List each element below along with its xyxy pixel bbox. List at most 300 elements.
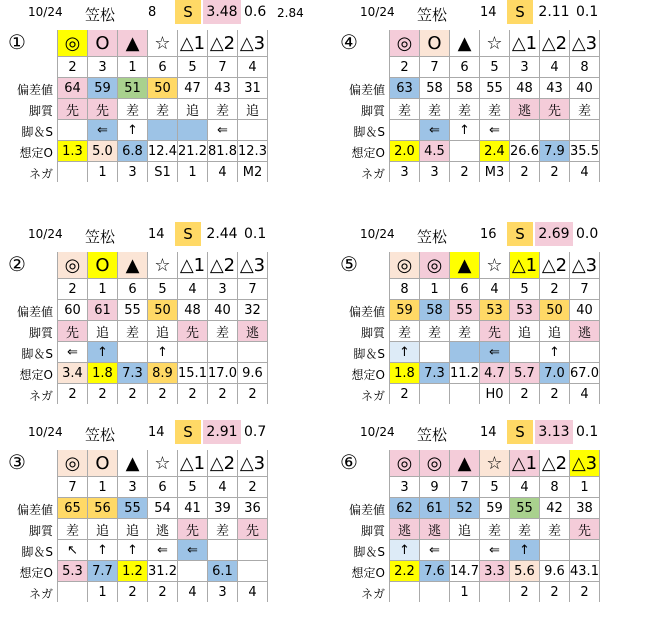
horse-number: 4	[208, 477, 238, 498]
horse-number: 3	[208, 279, 238, 300]
style-cell: 先	[238, 519, 268, 540]
row-labels	[332, 500, 389, 605]
neg-cell: 2	[118, 582, 148, 603]
race-date: 10/24	[28, 425, 63, 439]
mark-cell: ◎	[390, 252, 420, 279]
odds-cell: 9.6	[540, 561, 570, 582]
label-odds: 想定O	[351, 368, 385, 382]
arrow-cell	[178, 120, 208, 141]
arrow-cell	[390, 120, 420, 141]
dev-cell: 42	[540, 498, 570, 519]
race-header	[0, 0, 330, 24]
arrow-cell	[208, 342, 238, 363]
neg-cell: 2	[148, 384, 178, 405]
race-block-5	[332, 222, 662, 432]
row-labels	[332, 80, 389, 185]
neg-cell	[450, 384, 480, 405]
race-block-2	[0, 222, 330, 432]
horse-number: 2	[58, 279, 88, 300]
neg-cell: 2	[450, 162, 480, 183]
dev-cell: 53	[480, 300, 510, 321]
neg-cell: 4	[238, 582, 268, 603]
mark-cell: ▲	[118, 252, 148, 279]
race-venue: 笠松	[417, 426, 448, 444]
prediction-table	[389, 30, 600, 182]
arrow-cell	[148, 120, 178, 141]
label-neg: ネガ	[360, 389, 385, 403]
style-cell: 先	[58, 321, 88, 342]
dev-cell: 48	[510, 78, 540, 99]
horse-number: 6	[450, 279, 480, 300]
mark-cell: △1	[178, 30, 208, 57]
odds-cell: 12.4	[148, 141, 178, 162]
odds-cell: 26.6	[510, 141, 540, 162]
horse-number: 7	[450, 477, 480, 498]
field-size: 14	[148, 425, 165, 440]
race-venue: 笠松	[85, 426, 116, 444]
dev-cell: 59	[480, 498, 510, 519]
horse-number: 2	[238, 477, 268, 498]
neg-cell: 3	[390, 162, 420, 183]
neg-cell: H0	[480, 384, 510, 405]
race-venue: 笠松	[417, 6, 448, 24]
s-badge: S	[507, 222, 533, 246]
odds-cell: 2.4	[480, 141, 510, 162]
style-cell: 逃	[238, 321, 268, 342]
dev-cell: 56	[88, 498, 118, 519]
dev-cell: 38	[570, 498, 600, 519]
neg-cell: 2	[88, 384, 118, 405]
dev-cell: 41	[178, 498, 208, 519]
style-cell: 差	[420, 99, 450, 120]
arrow-cell	[510, 342, 540, 363]
arrow-cell	[540, 540, 570, 561]
horse-number: 5	[480, 57, 510, 78]
arrow-cell: ↑	[88, 342, 118, 363]
style-cell: 差	[208, 519, 238, 540]
horse-number: 8	[540, 477, 570, 498]
label-arrow: 脚＆S	[353, 125, 385, 139]
dev-cell: 61	[420, 498, 450, 519]
style-cell: 追	[238, 99, 268, 120]
style-cell: 先	[58, 99, 88, 120]
dev-cell: 31	[238, 78, 268, 99]
row-labels	[0, 500, 57, 605]
field-size: 14	[480, 425, 497, 440]
label-arrow: 脚＆S	[21, 125, 53, 139]
arrow-cell	[238, 120, 268, 141]
label-style: 脚質	[28, 326, 53, 340]
dev-cell: 60	[58, 300, 88, 321]
style-cell: 先	[570, 519, 600, 540]
style-cell: 逃	[420, 519, 450, 540]
race-number: ②	[8, 252, 26, 276]
horse-number: 8	[390, 279, 420, 300]
neg-cell: 2	[510, 162, 540, 183]
dev-cell: 40	[570, 78, 600, 99]
label-dev: 偏差値	[16, 83, 53, 97]
mark-cell: △1	[510, 450, 540, 477]
label-neg: ネガ	[360, 587, 385, 601]
neg-cell: 4	[570, 384, 600, 405]
label-neg: ネガ	[28, 587, 53, 601]
neg-cell: 4	[208, 162, 238, 183]
arrow-cell	[540, 120, 570, 141]
arrow-cell	[118, 342, 148, 363]
odds-cell: 7.3	[118, 363, 148, 384]
mark-cell: ◎	[58, 450, 88, 477]
race-date: 10/24	[28, 227, 63, 241]
neg-cell: 2	[58, 384, 88, 405]
style-cell: 差	[480, 519, 510, 540]
neg-cell: 2	[540, 384, 570, 405]
prediction-table	[57, 450, 268, 602]
horse-number: 1	[118, 57, 148, 78]
neg-cell: 2	[540, 162, 570, 183]
horse-number: 3	[118, 477, 148, 498]
race-number: ④	[340, 30, 358, 54]
mark-cell: O	[88, 450, 118, 477]
neg-cell	[420, 384, 450, 405]
mark-cell: ☆	[148, 30, 178, 57]
style-cell: 先	[178, 321, 208, 342]
s-badge: S	[175, 0, 201, 24]
neg-cell	[390, 582, 420, 603]
odds-cell: 5.7	[510, 363, 540, 384]
horse-number: 2	[540, 279, 570, 300]
style-cell: 差	[208, 321, 238, 342]
arrow-cell: ↖	[58, 540, 88, 561]
style-cell: 差	[390, 321, 420, 342]
style-cell: 差	[420, 321, 450, 342]
s-badge: S	[507, 420, 533, 444]
horse-number: 1	[88, 477, 118, 498]
label-odds: 想定O	[19, 566, 53, 580]
odds-cell: 3.4	[58, 363, 88, 384]
horse-number: 5	[510, 279, 540, 300]
odds-cell	[450, 141, 480, 162]
dev-cell: 39	[208, 498, 238, 519]
arrow-cell: ↑	[510, 540, 540, 561]
neg-cell: 1	[450, 582, 480, 603]
style-cell: 先	[540, 99, 570, 120]
mark-cell: ☆	[480, 30, 510, 57]
odds-cell: 7.6	[420, 561, 450, 582]
style-cell: 追	[148, 321, 178, 342]
style-cell: 追	[450, 519, 480, 540]
dev-cell: 59	[88, 78, 118, 99]
race-header	[0, 222, 330, 246]
field-size: 14	[148, 227, 165, 242]
style-cell: 差	[118, 99, 148, 120]
neg-cell: 3	[118, 162, 148, 183]
arrow-cell	[58, 120, 88, 141]
neg-cell: M3	[480, 162, 510, 183]
arrow-cell: ⇐	[480, 342, 510, 363]
dev-cell: 61	[88, 300, 118, 321]
neg-cell: 2	[238, 384, 268, 405]
horse-number: 4	[510, 477, 540, 498]
neg-cell: M2	[238, 162, 268, 183]
field-size: 14	[480, 5, 497, 20]
label-style: 脚質	[28, 104, 53, 118]
diff-value: 0.7	[244, 424, 267, 440]
horse-number: 2	[58, 57, 88, 78]
mark-cell: △2	[208, 450, 238, 477]
dev-cell: 43	[208, 78, 238, 99]
race-number: ③	[8, 450, 26, 474]
mark-cell: ▲	[118, 30, 148, 57]
arrow-cell: ⇐	[420, 120, 450, 141]
neg-cell: S1	[148, 162, 178, 183]
mark-cell: △3	[570, 450, 600, 477]
label-neg: ネガ	[28, 167, 53, 181]
arrow-cell	[178, 342, 208, 363]
dev-cell: 50	[148, 300, 178, 321]
style-cell: 差	[118, 321, 148, 342]
dev-cell: 32	[238, 300, 268, 321]
style-cell: 差	[480, 99, 510, 120]
arrow-cell: ⇐	[480, 120, 510, 141]
odds-cell: 7.9	[540, 141, 570, 162]
mark-cell: △1	[178, 252, 208, 279]
horse-number: 9	[420, 477, 450, 498]
odds-cell: 4.7	[480, 363, 510, 384]
race-date: 10/24	[360, 227, 395, 241]
neg-cell: 2	[510, 582, 540, 603]
neg-cell: 3	[208, 582, 238, 603]
prediction-table	[57, 252, 268, 404]
s-badge: S	[175, 222, 201, 246]
label-arrow: 脚＆S	[21, 545, 53, 559]
arrow-cell	[238, 540, 268, 561]
arrow-cell: ↑	[450, 120, 480, 141]
arrow-cell: ↑	[390, 342, 420, 363]
mark-cell: O	[420, 30, 450, 57]
style-cell: 逃	[570, 321, 600, 342]
mark-cell: △1	[510, 252, 540, 279]
dev-cell: 47	[178, 78, 208, 99]
diff-value: 0.1	[576, 4, 599, 20]
odds-cell: 5.6	[510, 561, 540, 582]
label-dev: 偏差値	[16, 305, 53, 319]
label-dev: 偏差値	[16, 503, 53, 517]
mark-cell: ☆	[480, 450, 510, 477]
mark-cell: △3	[238, 30, 268, 57]
race-date: 10/24	[28, 5, 63, 19]
race-venue: 笠松	[85, 6, 116, 24]
prediction-table	[389, 252, 600, 404]
label-style: 脚質	[360, 524, 385, 538]
neg-cell: 2	[570, 582, 600, 603]
mark-cell: △2	[540, 30, 570, 57]
horse-number: 3	[510, 57, 540, 78]
horse-number: 7	[58, 477, 88, 498]
label-arrow: 脚＆S	[21, 347, 53, 361]
neg-cell: 2	[148, 582, 178, 603]
arrow-cell	[570, 540, 600, 561]
arrow-cell: ⇐	[208, 120, 238, 141]
label-style: 脚質	[360, 104, 385, 118]
dev-cell: 50	[148, 78, 178, 99]
mark-cell: ▲	[118, 450, 148, 477]
mark-cell: ▲	[450, 450, 480, 477]
odds-cell: 5.0	[88, 141, 118, 162]
prediction-table	[389, 450, 600, 602]
neg-cell: 2	[540, 582, 570, 603]
horse-number: 6	[118, 279, 148, 300]
mark-cell: △3	[570, 30, 600, 57]
odds-cell: 7.0	[540, 363, 570, 384]
mark-cell: O	[88, 30, 118, 57]
mark-cell: △1	[178, 450, 208, 477]
prediction-table	[57, 30, 268, 182]
mark-cell: O	[88, 252, 118, 279]
horse-number: 1	[570, 477, 600, 498]
score-value: 3.13	[535, 420, 573, 444]
horse-number: 6	[450, 57, 480, 78]
mark-cell: △3	[238, 252, 268, 279]
arrow-cell	[510, 120, 540, 141]
dev-cell: 58	[420, 78, 450, 99]
odds-cell: 2.2	[390, 561, 420, 582]
style-cell: 逃	[148, 519, 178, 540]
neg-cell: 2	[208, 384, 238, 405]
mark-cell: ▲	[450, 252, 480, 279]
horse-number: 2	[390, 57, 420, 78]
odds-cell: 5.3	[58, 561, 88, 582]
arrow-cell	[420, 342, 450, 363]
s-badge: S	[507, 0, 533, 24]
dev-cell: 55	[480, 78, 510, 99]
race-block-3	[0, 420, 330, 630]
dev-cell: 64	[58, 78, 88, 99]
diff-value: 0.1	[244, 226, 267, 242]
style-cell: 差	[510, 519, 540, 540]
race-block-1	[0, 0, 330, 210]
style-cell: 追	[178, 99, 208, 120]
odds-cell: 1.2	[118, 561, 148, 582]
mark-cell: ◎	[390, 30, 420, 57]
mark-cell: ☆	[480, 252, 510, 279]
odds-cell: 15.1	[178, 363, 208, 384]
odds-cell	[238, 561, 268, 582]
neg-cell: 1	[88, 582, 118, 603]
dev-cell: 40	[208, 300, 238, 321]
arrow-cell	[570, 342, 600, 363]
arrow-cell	[208, 540, 238, 561]
dev-cell: 55	[118, 300, 148, 321]
dev-cell: 52	[450, 498, 480, 519]
dev-cell: 53	[510, 300, 540, 321]
odds-cell: 9.6	[238, 363, 268, 384]
neg-cell: 2	[390, 384, 420, 405]
label-arrow: 脚＆S	[353, 347, 385, 361]
race-venue: 笠松	[417, 228, 448, 246]
neg-cell	[58, 162, 88, 183]
mark-cell: ☆	[148, 450, 178, 477]
neg-cell	[58, 582, 88, 603]
mark-cell: ◎	[390, 450, 420, 477]
mark-cell: ◎	[58, 30, 88, 57]
odds-cell: 1.8	[390, 363, 420, 384]
style-cell: 差	[390, 99, 420, 120]
horse-number: 7	[208, 57, 238, 78]
horse-number: 6	[148, 477, 178, 498]
row-labels	[0, 302, 57, 407]
mark-cell: △2	[208, 30, 238, 57]
mark-cell: ◎	[420, 450, 450, 477]
horse-number: 4	[540, 57, 570, 78]
score-value: 2.91	[203, 420, 241, 444]
row-labels	[332, 302, 389, 407]
race-number: ①	[8, 30, 26, 54]
arrow-cell: ↑	[118, 120, 148, 141]
odds-cell: 2.0	[390, 141, 420, 162]
score-value: 2.11	[538, 4, 570, 20]
style-cell: 追	[118, 519, 148, 540]
dev-cell: 55	[450, 300, 480, 321]
race-venue: 笠松	[85, 228, 116, 246]
arrow-cell: ↑	[88, 540, 118, 561]
mark-cell: △3	[238, 450, 268, 477]
odds-cell: 11.2	[450, 363, 480, 384]
odds-cell: 14.7	[450, 561, 480, 582]
horse-number: 4	[178, 279, 208, 300]
arrow-cell: ↑	[148, 342, 178, 363]
race-header	[332, 420, 662, 444]
arrow-cell: ⇐	[148, 540, 178, 561]
style-cell: 先	[480, 321, 510, 342]
odds-cell: 12.3	[238, 141, 268, 162]
s-badge: S	[175, 420, 201, 444]
mark-cell: △1	[510, 30, 540, 57]
arrow-cell	[570, 120, 600, 141]
style-cell: 先	[88, 99, 118, 120]
diff-value: 0.6	[244, 4, 267, 20]
horse-number: 5	[480, 477, 510, 498]
mark-cell: △3	[570, 252, 600, 279]
odds-cell: 6.1	[208, 561, 238, 582]
odds-cell	[178, 561, 208, 582]
neg-cell	[420, 582, 450, 603]
race-block-6	[332, 420, 662, 630]
style-cell: 差	[450, 321, 480, 342]
horse-number: 1	[88, 279, 118, 300]
label-style: 脚質	[360, 326, 385, 340]
arrow-cell	[450, 342, 480, 363]
dev-cell: 43	[540, 78, 570, 99]
odds-cell: 17.0	[208, 363, 238, 384]
neg-cell: 2	[510, 384, 540, 405]
neg-cell: 1	[88, 162, 118, 183]
odds-cell: 7.7	[88, 561, 118, 582]
odds-cell: 8.9	[148, 363, 178, 384]
horse-number: 7	[570, 279, 600, 300]
diff-value: 0.0	[576, 226, 599, 242]
dev-cell: 59	[390, 300, 420, 321]
style-cell: 差	[208, 99, 238, 120]
mark-cell: △2	[540, 450, 570, 477]
label-neg: ネガ	[360, 167, 385, 181]
arrow-cell: ⇐	[88, 120, 118, 141]
mark-cell: ☆	[148, 252, 178, 279]
label-dev: 偏差値	[348, 83, 385, 97]
horse-number: 4	[238, 57, 268, 78]
odds-cell: 43.1	[570, 561, 600, 582]
style-cell: 追	[88, 519, 118, 540]
horse-number: 7	[238, 279, 268, 300]
